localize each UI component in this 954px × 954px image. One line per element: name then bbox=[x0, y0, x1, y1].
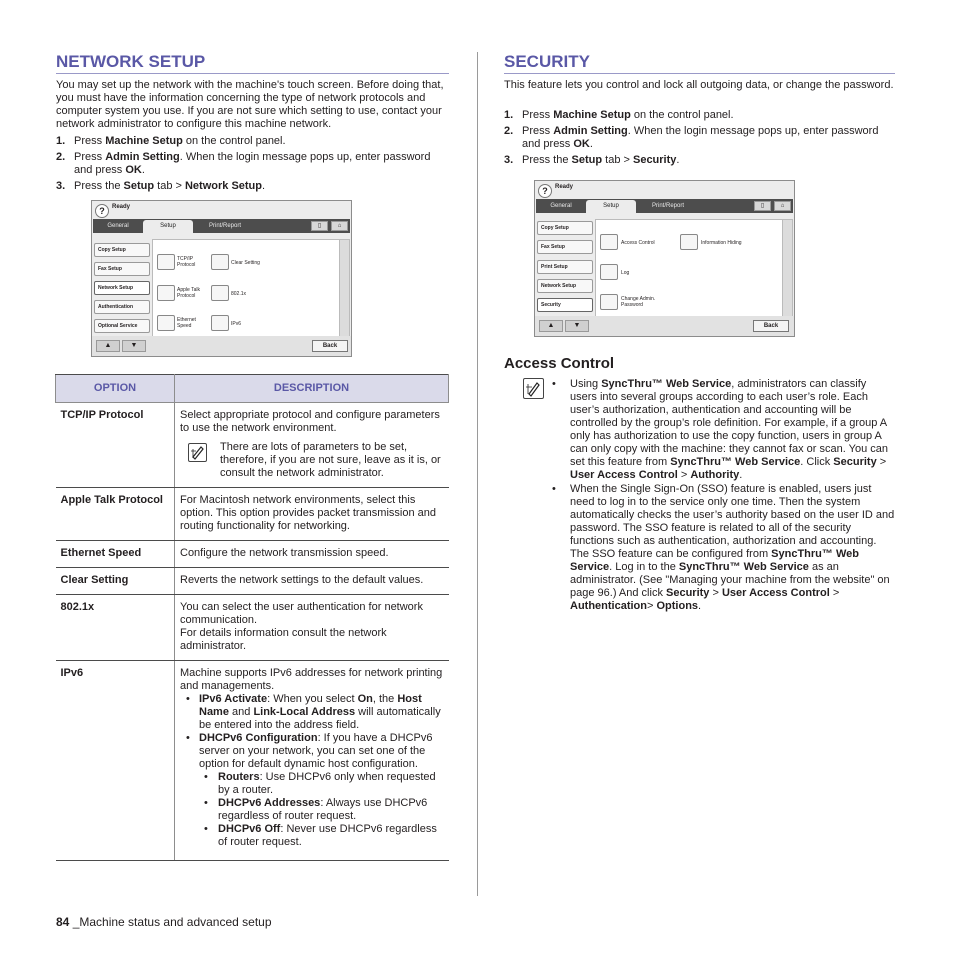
option-information-hiding-button[interactable] bbox=[680, 234, 698, 250]
description-cell: You can select the user authentication for network communication. For details information consult the network administrator. bbox=[175, 595, 449, 661]
option-appletalk-button[interactable] bbox=[157, 285, 175, 301]
tab-general[interactable]: General bbox=[550, 203, 572, 209]
help-icon: ? bbox=[95, 204, 109, 218]
network-setup-screen bbox=[91, 200, 352, 357]
network-steps bbox=[56, 135, 449, 196]
option-tcpip-button[interactable] bbox=[157, 254, 175, 270]
help-icon: ? bbox=[538, 184, 552, 198]
list-item: • When the Single Sign-On (SSO) feature is enabled, users just need to log in to the service only one time. Then the system automatically checks the user’s authority based on the user ID and password. The SSO feature is related to all of the security functions such as authentication, authorization and accounting. The SSO feature can be configured from SyncThru™ Web Service. Log in to the SyncThru™ Web Service as an administrator. (See "Managing your machine from the website" on page 96.) And click Security > User Access Control > Authentication> Options. bbox=[552, 483, 895, 612]
option-8021x-button[interactable] bbox=[211, 285, 229, 301]
option-cell: Ethernet Speed bbox=[56, 541, 175, 568]
home-icon[interactable]: ⌂ bbox=[331, 221, 348, 231]
back-button[interactable]: Back bbox=[753, 320, 789, 332]
side-network-setup[interactable]: Network Setup bbox=[537, 279, 593, 293]
list-item: • Routers: Use DHCPv6 only when requested by a router. bbox=[204, 771, 436, 796]
step-1: 1. Press Machine Setup on the control panel. bbox=[56, 135, 286, 147]
side-optional-service[interactable]: Optional Service bbox=[94, 319, 150, 333]
table-row bbox=[56, 595, 449, 661]
network-setup-title: NETWORK SETUP bbox=[56, 52, 206, 71]
screen-bottom-bar bbox=[535, 316, 794, 336]
side-fax-setup[interactable]: Fax Setup bbox=[94, 262, 150, 276]
option-clear-setting-button[interactable] bbox=[211, 254, 229, 270]
security-intro: This feature lets you control and lock all outgoing data, or change the password. bbox=[504, 79, 894, 91]
note-box: There are lots of parameters to be set, therefore, if you are not sure, leave as it is, or consult the network administrator. bbox=[180, 441, 444, 480]
option-appletalk-label: Apple Talk Protocol bbox=[177, 287, 200, 299]
option-ipv6-button[interactable] bbox=[211, 315, 229, 331]
scroll-up-button[interactable]: ▲ bbox=[96, 340, 120, 352]
screen-bottom-bar bbox=[92, 336, 351, 356]
scroll-down-button[interactable]: ▼ bbox=[565, 320, 589, 332]
list-item: • DHCPv6 Addresses: Always use DHCPv6 regardless of router request. bbox=[204, 797, 428, 822]
option-log-label: Log bbox=[621, 270, 630, 276]
copy-icon[interactable]: ▯ bbox=[311, 221, 328, 231]
status-ready: Ready bbox=[112, 204, 131, 210]
list-item: • DHCPv6 Configuration: If you have a DHCPv6 server on your network, you can set one of the option for default dynamic host configuration. bbox=[186, 732, 433, 770]
tab-print-report[interactable]: Print/Report bbox=[208, 223, 241, 229]
screen-tabs bbox=[536, 199, 793, 213]
side-fax-setup[interactable]: Fax Setup bbox=[537, 240, 593, 254]
side-print-setup[interactable]: Print Setup bbox=[537, 260, 593, 274]
description-cell: For Macintosh network environments, select this option. This option provides packet transmission and routing functionality for networking. bbox=[175, 488, 449, 541]
tab-print-report[interactable]: Print/Report bbox=[651, 203, 684, 209]
status-ready: Ready bbox=[555, 184, 574, 190]
description-cell: Reverts the network settings to the default values. bbox=[175, 568, 449, 595]
option-tcpip-label: TCP/IP Protocol bbox=[177, 256, 196, 268]
option-access-control-label: Access Control bbox=[621, 240, 655, 246]
side-network-setup[interactable]: Network Setup bbox=[94, 281, 150, 295]
step-1: 1. Press Machine Setup on the control panel. bbox=[504, 109, 734, 121]
step-2: 2. Press Admin Setting. When the login message pops up, enter password and press OK. bbox=[504, 125, 879, 150]
scroll-up-button[interactable]: ▲ bbox=[539, 320, 563, 332]
option-change-password-label: Change Admin. Password bbox=[621, 296, 656, 308]
side-copy-setup[interactable]: Copy Setup bbox=[94, 243, 150, 257]
step-3: 3. Press the Setup tab > Network Setup. bbox=[56, 180, 266, 192]
page-footer bbox=[56, 915, 272, 929]
home-icon[interactable]: ⌂ bbox=[774, 201, 791, 211]
table-row bbox=[56, 403, 449, 488]
column-divider bbox=[477, 52, 478, 896]
option-log-button[interactable] bbox=[600, 264, 618, 280]
copy-icon[interactable]: ▯ bbox=[754, 201, 771, 211]
header-description: DESCRIPTION bbox=[175, 375, 449, 403]
side-copy-setup[interactable]: Copy Setup bbox=[537, 221, 593, 235]
network-options-table bbox=[55, 374, 449, 861]
description-cell: Configure the network transmission speed. bbox=[175, 541, 449, 568]
option-change-password-button[interactable] bbox=[600, 294, 618, 310]
table-row bbox=[56, 568, 449, 595]
security-title: SECURITY bbox=[504, 52, 590, 71]
title-rule bbox=[56, 73, 449, 74]
tab-setup[interactable]: Setup bbox=[143, 220, 193, 233]
list-item: • IPv6 Activate: When you select On, the Host Name and Link-Local Address will automatically be entered into the address field. bbox=[186, 693, 441, 731]
list-item: • DHCPv6 Off: Never use DHCPv6 regardless of router request. bbox=[204, 823, 437, 848]
option-information-hiding-label: Information Hiding bbox=[701, 240, 742, 246]
scroll-down-button[interactable]: ▼ bbox=[122, 340, 146, 352]
step-2: 2. Press Admin Setting. When the login message pops up, enter password and press OK. bbox=[56, 151, 431, 176]
screen-tabs bbox=[93, 219, 350, 233]
security-steps bbox=[504, 109, 895, 170]
description-cell: Select appropriate protocol and configure parameters to use the network environment. There are lots of parameters to be set, therefore, if you are not sure, leave as it is, or consult the network administrator. bbox=[175, 403, 449, 488]
option-ipv6-label: IPv6 bbox=[231, 321, 242, 327]
network-intro: You may set up the network with the machine's touch screen. Before doing that, you must have the information concerning the type of network protocols and computer system you use. If you are not sure which setting to use, contact your network administrator to configure this machine network. bbox=[56, 79, 444, 130]
header-option: OPTION bbox=[56, 375, 175, 403]
description-cell: Machine supports IPv6 addresses for network printing and managements. • IPv6 Activate: When you select On, the Host Name and Link-Local Address will automatically be entered into the address field. • DHCPv6 Configuration: If you have a DHCPv6 server on your network, you can set one of the option for default dynamic host configuration. • Routers: Use DHCPv6 only when requested by a router. • DHCPv6 Addresses: Always use DHCPv6 regardless of router request. • DHCPv6 Off: Never use DHCPv6 regardless of router request. bbox=[175, 661, 449, 861]
note-pencil-icon bbox=[188, 443, 207, 462]
table-row bbox=[56, 541, 449, 568]
page-number: 84 bbox=[56, 915, 70, 929]
access-control-list bbox=[549, 378, 895, 614]
option-ethernet-button[interactable] bbox=[157, 315, 175, 331]
options-panel bbox=[152, 239, 350, 337]
option-cell: Apple Talk Protocol bbox=[56, 488, 175, 541]
options-panel bbox=[595, 219, 793, 317]
option-cell: IPv6 bbox=[56, 661, 175, 861]
back-button[interactable]: Back bbox=[312, 340, 348, 352]
option-cell: 802.1x bbox=[56, 595, 175, 661]
tab-general[interactable]: General bbox=[107, 223, 129, 229]
title-rule bbox=[504, 73, 895, 74]
tab-setup[interactable]: Setup bbox=[586, 200, 636, 213]
option-ethernet-label: Ethernet Speed bbox=[177, 317, 196, 329]
note-pencil-icon bbox=[523, 378, 544, 399]
list-item: • Using SyncThru™ Web Service, administrators can classify users into several groups according to each user’s role. Each user’s authorization, authentication and accounting will be controlled by the group’s role definition. For example, if a group A only has authorization to use the copy function, users in group A can only copy with the machine: they cannot fax or scan. You can set this feature from SyncThru™ Web Service. Click Security > User Access Control > Authority. bbox=[552, 378, 888, 481]
option-clear-setting-label: Clear Setting bbox=[231, 260, 260, 266]
options-scrollbar[interactable] bbox=[339, 240, 349, 336]
footer-text: _Machine status and advanced setup bbox=[69, 915, 272, 929]
option-cell: Clear Setting bbox=[56, 568, 175, 595]
option-cell: TCP/IP Protocol bbox=[56, 403, 175, 488]
options-scrollbar[interactable] bbox=[782, 220, 792, 316]
step-3: 3. Press the Setup tab > Security. bbox=[504, 154, 680, 166]
security-screen bbox=[534, 180, 795, 337]
access-control-heading: Access Control bbox=[504, 355, 615, 372]
side-security[interactable]: Security bbox=[537, 298, 593, 312]
side-authentication[interactable]: Authentication bbox=[94, 300, 150, 314]
table-row bbox=[56, 488, 449, 541]
option-8021x-label: 802.1x bbox=[231, 291, 247, 297]
option-access-control-button[interactable] bbox=[600, 234, 618, 250]
table-row bbox=[56, 661, 449, 861]
